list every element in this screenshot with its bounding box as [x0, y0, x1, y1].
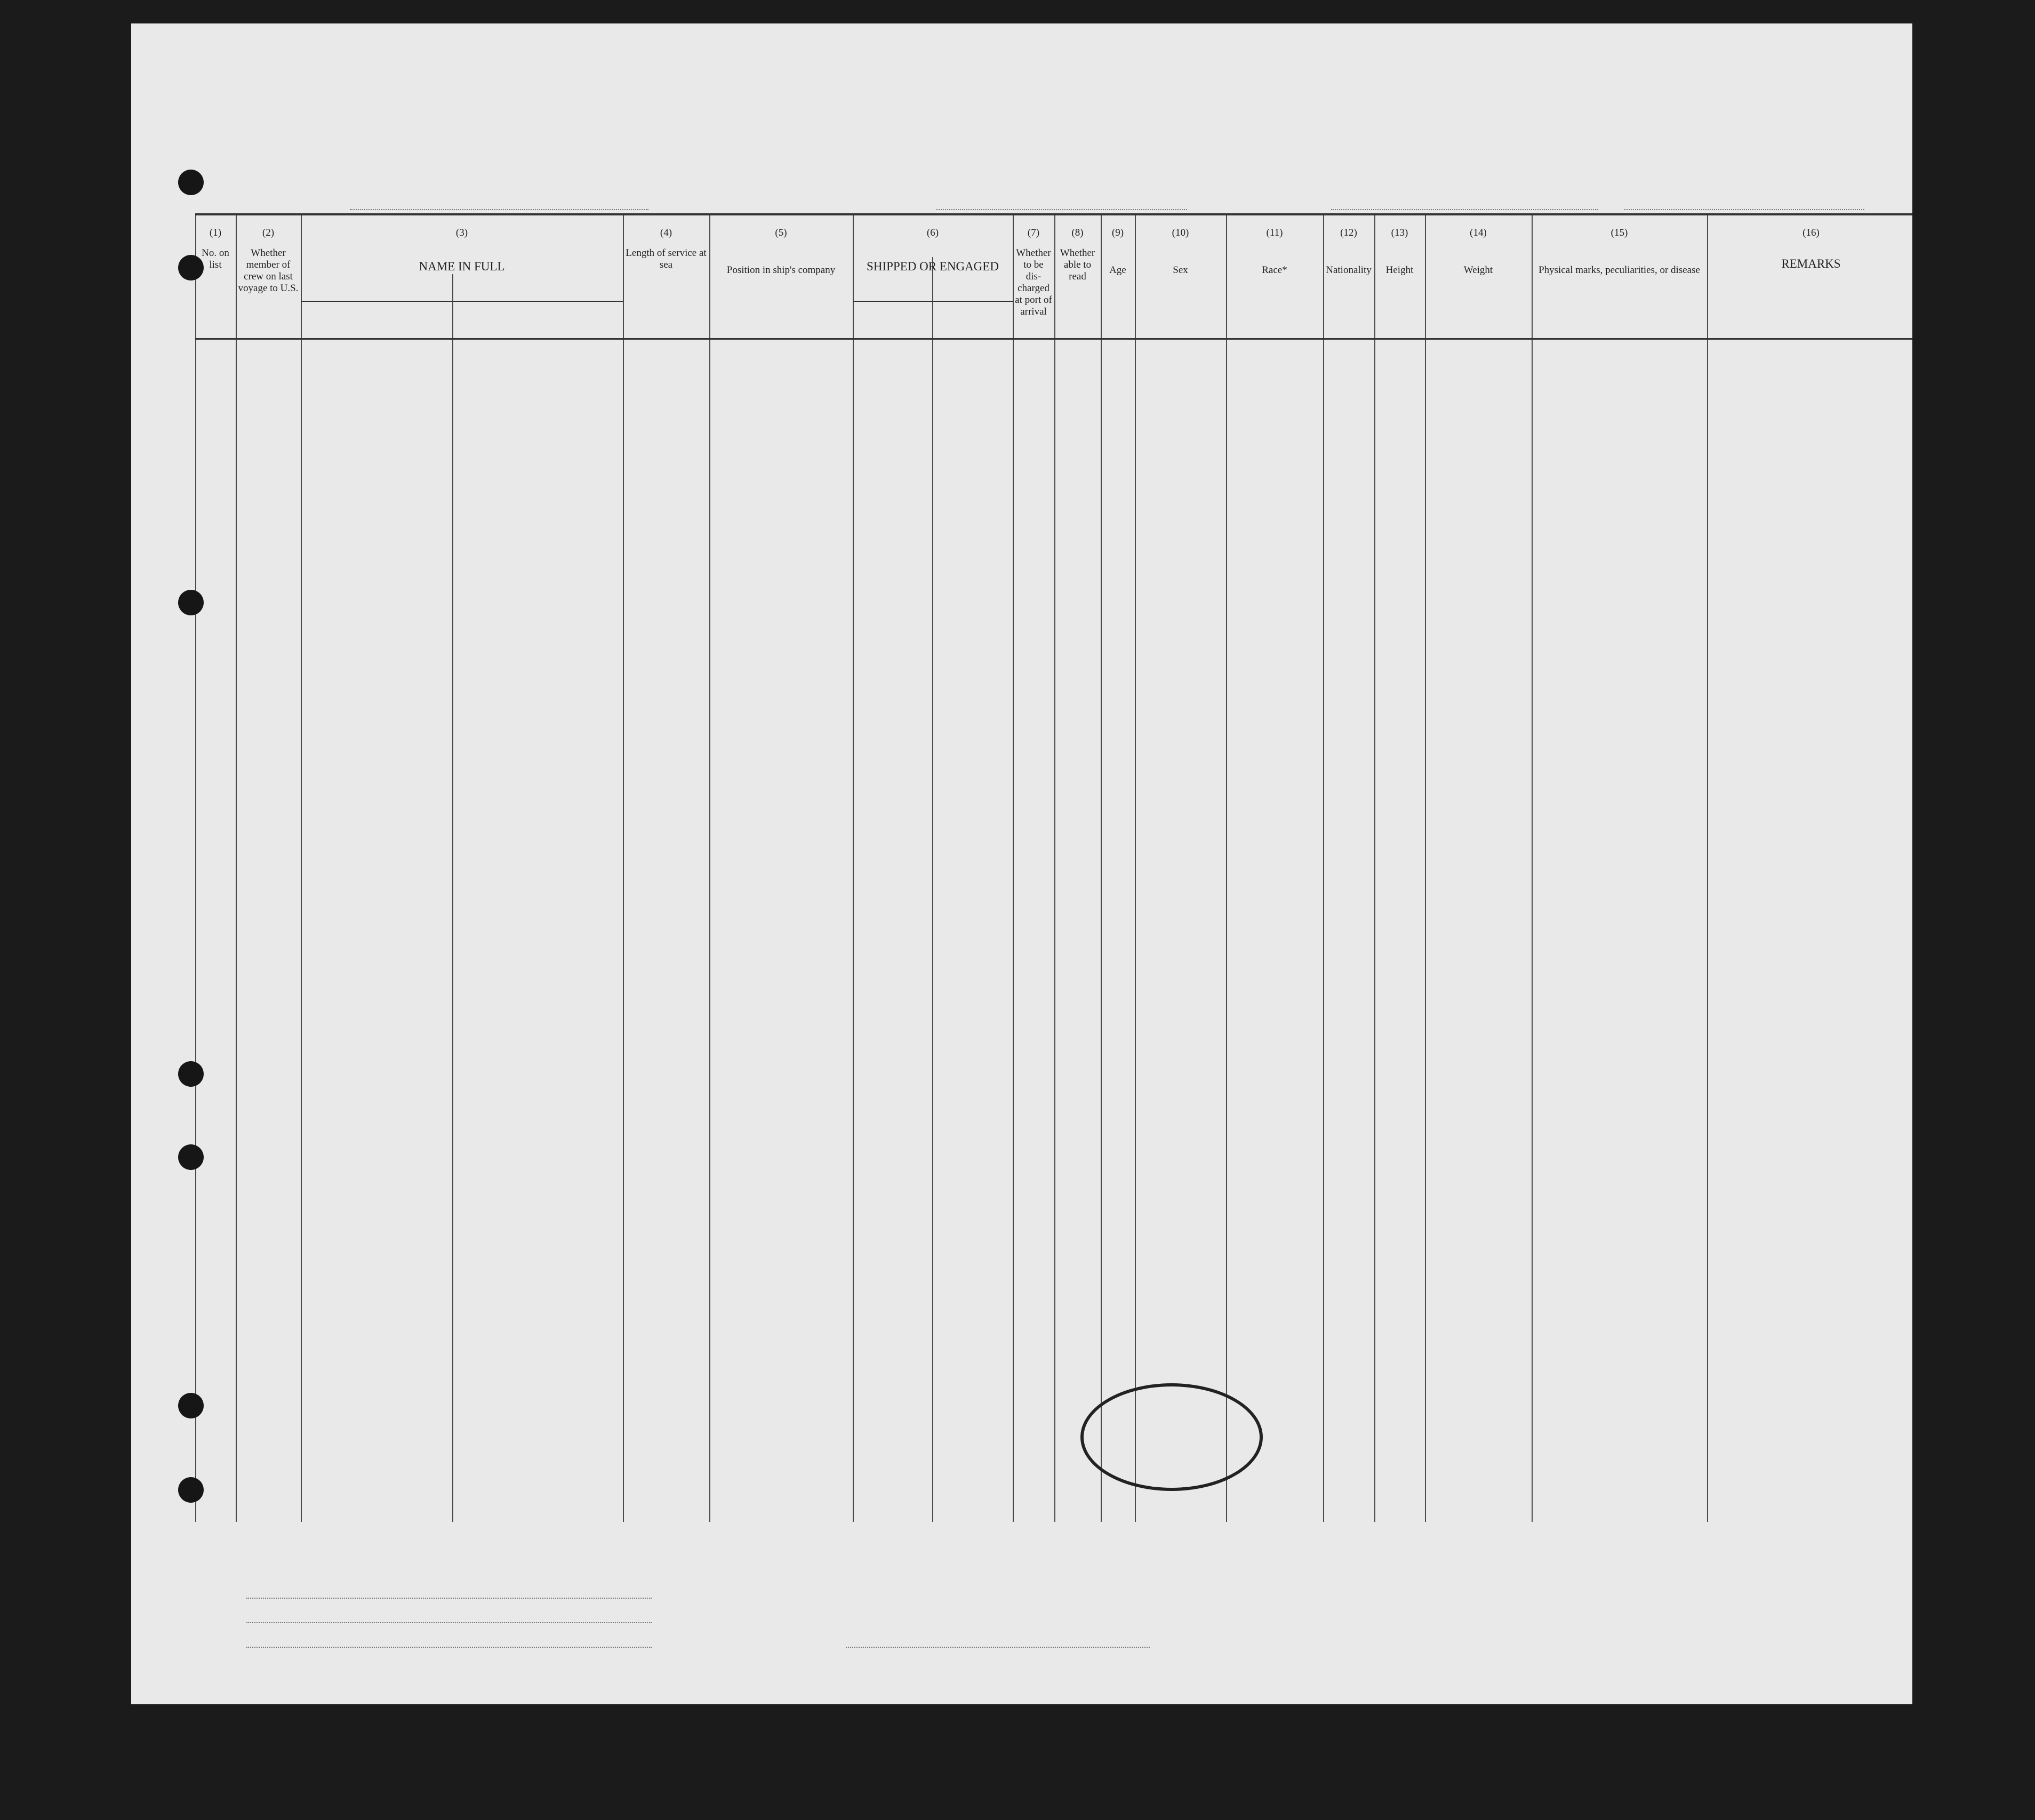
- column-number: (2): [262, 227, 275, 238]
- column-divider: [301, 215, 302, 1522]
- column-divider: [236, 215, 237, 1522]
- column-number: (9): [1111, 227, 1124, 238]
- column-number: (13): [1391, 227, 1408, 238]
- column-number: (15): [1611, 227, 1628, 238]
- column-number: (10): [1172, 227, 1189, 238]
- column-number: (7): [1027, 227, 1040, 238]
- crew-table: [195, 215, 1912, 1530]
- column-divider: [1013, 215, 1014, 1522]
- column-divider: [1323, 215, 1324, 1522]
- column-header: NAME IN FULL: [419, 260, 505, 273]
- column-divider: [1101, 215, 1102, 1522]
- column-number: (14): [1470, 227, 1487, 238]
- sheet-number: [1710, 44, 1714, 61]
- column-number: (3): [455, 227, 468, 238]
- name-header-rule: [301, 301, 623, 302]
- column-number: (4): [660, 227, 672, 238]
- column-divider: [932, 257, 933, 1522]
- column-number: (8): [1071, 227, 1084, 238]
- column-divider: [623, 215, 624, 1522]
- column-divider: [452, 274, 453, 1522]
- inspector-line: [846, 1647, 1150, 1650]
- agents-field: [246, 1647, 652, 1648]
- column-header: Whether to be dis-charged at port of arrival: [1015, 247, 1052, 317]
- column-number: (12): [1340, 227, 1357, 238]
- punch-hole: [178, 1393, 204, 1418]
- column-header: Height: [1385, 264, 1414, 276]
- column-header: Whether member of crew on last voyage to U.S.: [238, 247, 299, 294]
- manifest-sheet: [131, 23, 1912, 1704]
- owners-field: [246, 1622, 652, 1623]
- column-divider: [1374, 215, 1375, 1522]
- column-header: Position in ship's company: [726, 264, 836, 276]
- column-number: (5): [775, 227, 787, 238]
- column-number: (6): [926, 227, 939, 238]
- column-header: No. on list: [202, 247, 229, 270]
- column-header: REMARKS: [1781, 257, 1841, 270]
- column-divider: [1425, 215, 1426, 1522]
- punch-hole: [178, 590, 204, 615]
- column-divider: [1054, 215, 1055, 1522]
- column-number: (1): [209, 227, 222, 238]
- header-bottom-rule: [195, 338, 1912, 340]
- column-header: Race*: [1262, 264, 1287, 276]
- column-number: (16): [1802, 227, 1820, 238]
- column-divider: [1135, 215, 1136, 1522]
- port-underline: [936, 209, 1187, 210]
- column-header: Length of service at sea: [626, 247, 707, 270]
- column-header: Age: [1109, 264, 1126, 276]
- vessel-underline: [350, 209, 648, 210]
- shipped-header-rule: [853, 301, 1013, 302]
- voyage-line: [291, 181, 1838, 213]
- line-field: [246, 1598, 652, 1599]
- date-underline: [1624, 209, 1864, 210]
- column-number: (11): [1266, 227, 1283, 238]
- column-divider: [1226, 215, 1227, 1522]
- column-header: SHIPPED OR ENGAGED: [867, 260, 999, 273]
- punch-hole: [178, 1144, 204, 1170]
- punch-hole: [178, 1061, 204, 1087]
- arrival-underline: [1331, 209, 1598, 210]
- column-header: Nationality: [1326, 264, 1372, 276]
- column-divider: [1532, 215, 1533, 1522]
- column-header: Whether able to read: [1060, 247, 1095, 282]
- footer: [195, 1523, 1912, 1699]
- column-divider: [709, 215, 710, 1522]
- column-divider: [853, 215, 854, 1522]
- column-header: Weight: [1463, 264, 1493, 276]
- column-header: Sex: [1173, 264, 1188, 276]
- column-header: Physical marks, peculiarities, or disease: [1539, 264, 1700, 276]
- punch-hole: [178, 255, 204, 280]
- column-divider: [195, 215, 196, 1522]
- column-divider: [1707, 215, 1708, 1522]
- punch-hole: [178, 170, 204, 195]
- punch-hole: [178, 1477, 204, 1503]
- naval-port-stamp: [1080, 1383, 1263, 1491]
